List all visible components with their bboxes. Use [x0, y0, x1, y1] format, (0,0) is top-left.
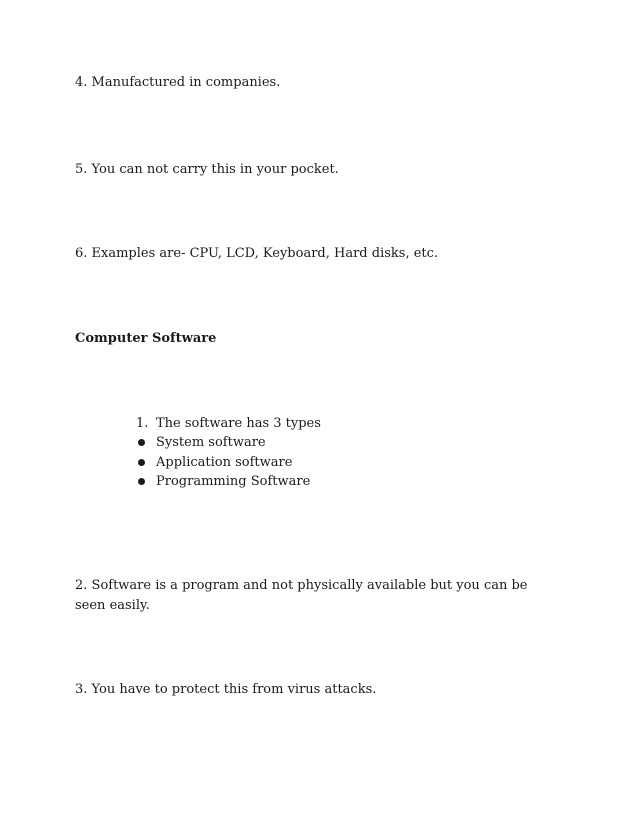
list-item-bullet: [130, 433, 530, 452]
section-heading-computer-software: Computer Software: [75, 331, 217, 346]
list-item-text: System software: [156, 435, 266, 451]
list-item-text: Application software: [156, 454, 293, 470]
list-number-marker: 1.: [136, 416, 149, 431]
software-types-list: [130, 414, 530, 491]
paragraph-software-program: 2. Software is a program and not physically available but you can be seen easily.: [75, 578, 528, 613]
bullet-icon: [130, 433, 156, 452]
bullet-icon: [130, 472, 156, 491]
paragraph-virus-protect: 3. You have to protect this from virus attacks.: [75, 682, 377, 697]
bullet-icon: [130, 453, 156, 472]
paragraph-manufactured: 4. Manufactured in companies.: [75, 75, 281, 90]
paragraph-carry-pocket: 5. You can not carry this in your pocket.: [75, 162, 339, 177]
list-item-text: Programming Software: [156, 473, 311, 489]
list-item-bullet: [130, 453, 530, 472]
paragraph-examples: 6. Examples are- CPU, LCD, Keyboard, Hard disks, etc.: [75, 246, 439, 261]
list-item-text: The software has 3 types: [156, 416, 321, 431]
list-item-bullet: [130, 472, 530, 491]
list-item-numbered: [130, 414, 530, 433]
